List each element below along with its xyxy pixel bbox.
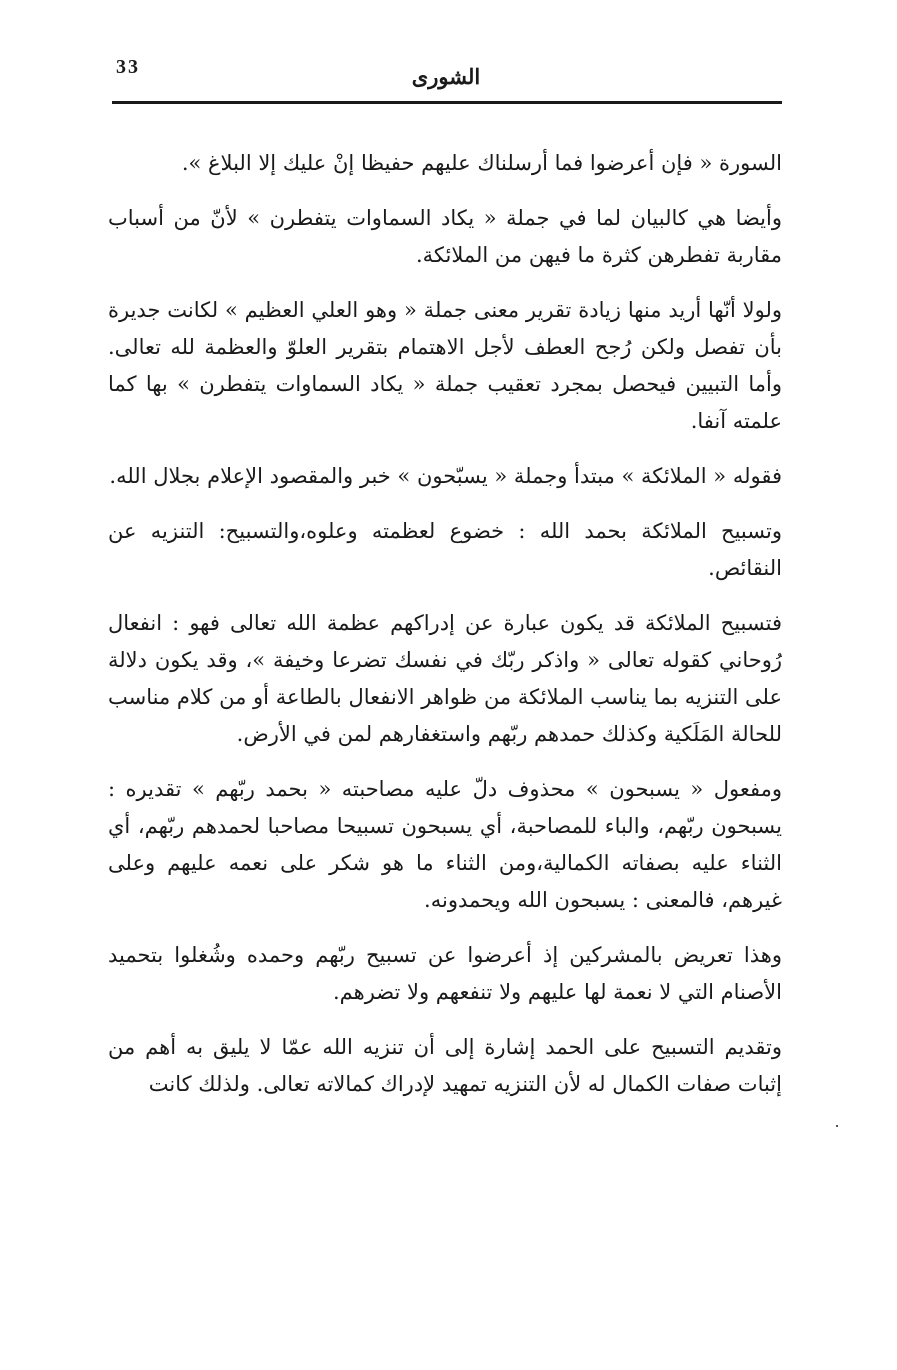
paragraph: فقوله « الملائكة » مبتدأ وجملة « يسبّحون » خبر والمقصود الإعلام بجلال الله. [109, 464, 782, 488]
page-header [112, 50, 780, 102]
paragraph: وهذا تعريض بالمشركين إذ أعرضوا عن تسبيح ربّهم وحمده وشُغلوا بتحميد الأصنام التي لا نعمة لها عليهم ولا تنفعهم ولا تضرهم. [108, 943, 782, 1004]
paragraph: وتقديم التسبيح على الحمد إشارة إلى أن تنزيه الله عمّا لا يليق به أهم من إثبات صفات الكمال له لأن التنزيه تمهيد لإدراك كمالاته تعالى. ولذلك كانت [108, 1035, 782, 1096]
paragraph: ولولا أنّها أريد منها زيادة تقرير معنى جملة « وهو العلي العظيم » لكانت جديرة بأن تفصل ولكن رُجح العطف لأجل الاهتمام بتقرير العلوّ والعظمة لله تعالى. وأما التبيين فيحصل بمجرد تعقيب جملة « يكاد السماوات يتفطرن » بها كما علمته آنفا. [108, 298, 782, 433]
header-rule [112, 101, 782, 104]
paragraph: السورة « فإن أعرضوا فما أرسلناك عليهم حفيظا إنْ عليك إلا البلاغ ». [181, 151, 782, 175]
paragraph: ومفعول « يسبحون » محذوف دلّ عليه مصاحبته « بحمد ربّهم » تقديره : يسبحون ربّهم، والباء للمصاحبة، أي يسبحون تسبيحا مصاحبا لحمدهم ربّهم، أي الثناء عليه بصفاته الكمالية،ومن الثناء ما هو شكر على نعمه عليهم وعلى غيرهم، فالمعنى : يسبحون الله ويحمدونه. [108, 777, 782, 912]
scan-speck [836, 1125, 838, 1127]
paragraph: وأيضا هي كالبيان لما في جملة « يكاد السماوات يتفطرن » لأنّ من أسباب مقاربة تفطرهن كثرة ما فيهن من الملائكة. [108, 206, 782, 267]
running-title: الشورى [411, 64, 481, 89]
page-number: 33 [116, 56, 140, 78]
paragraph: وتسبيح الملائكة بحمد الله : خضوع لعظمته وعلوه،والتسبيح: التنزيه عن النقائص. [108, 519, 782, 580]
paragraph: فتسبيح الملائكة قد يكون عبارة عن إدراكهم عظمة الله تعالى فهو : انفعال رُوحاني كقوله تعالى « واذكر ربّك في نفسك تضرعا وخيفة »، وقد يكون دلالة على التنزيه بما يناسب الملائكة من ظواهر الانفعال بالطاعة أو من كلام مناسب للحالة المَلَكية وكذلك حمدهم ربّهم واستغفارهم لمن في الأرض. [108, 611, 782, 746]
page-body [108, 145, 782, 1121]
